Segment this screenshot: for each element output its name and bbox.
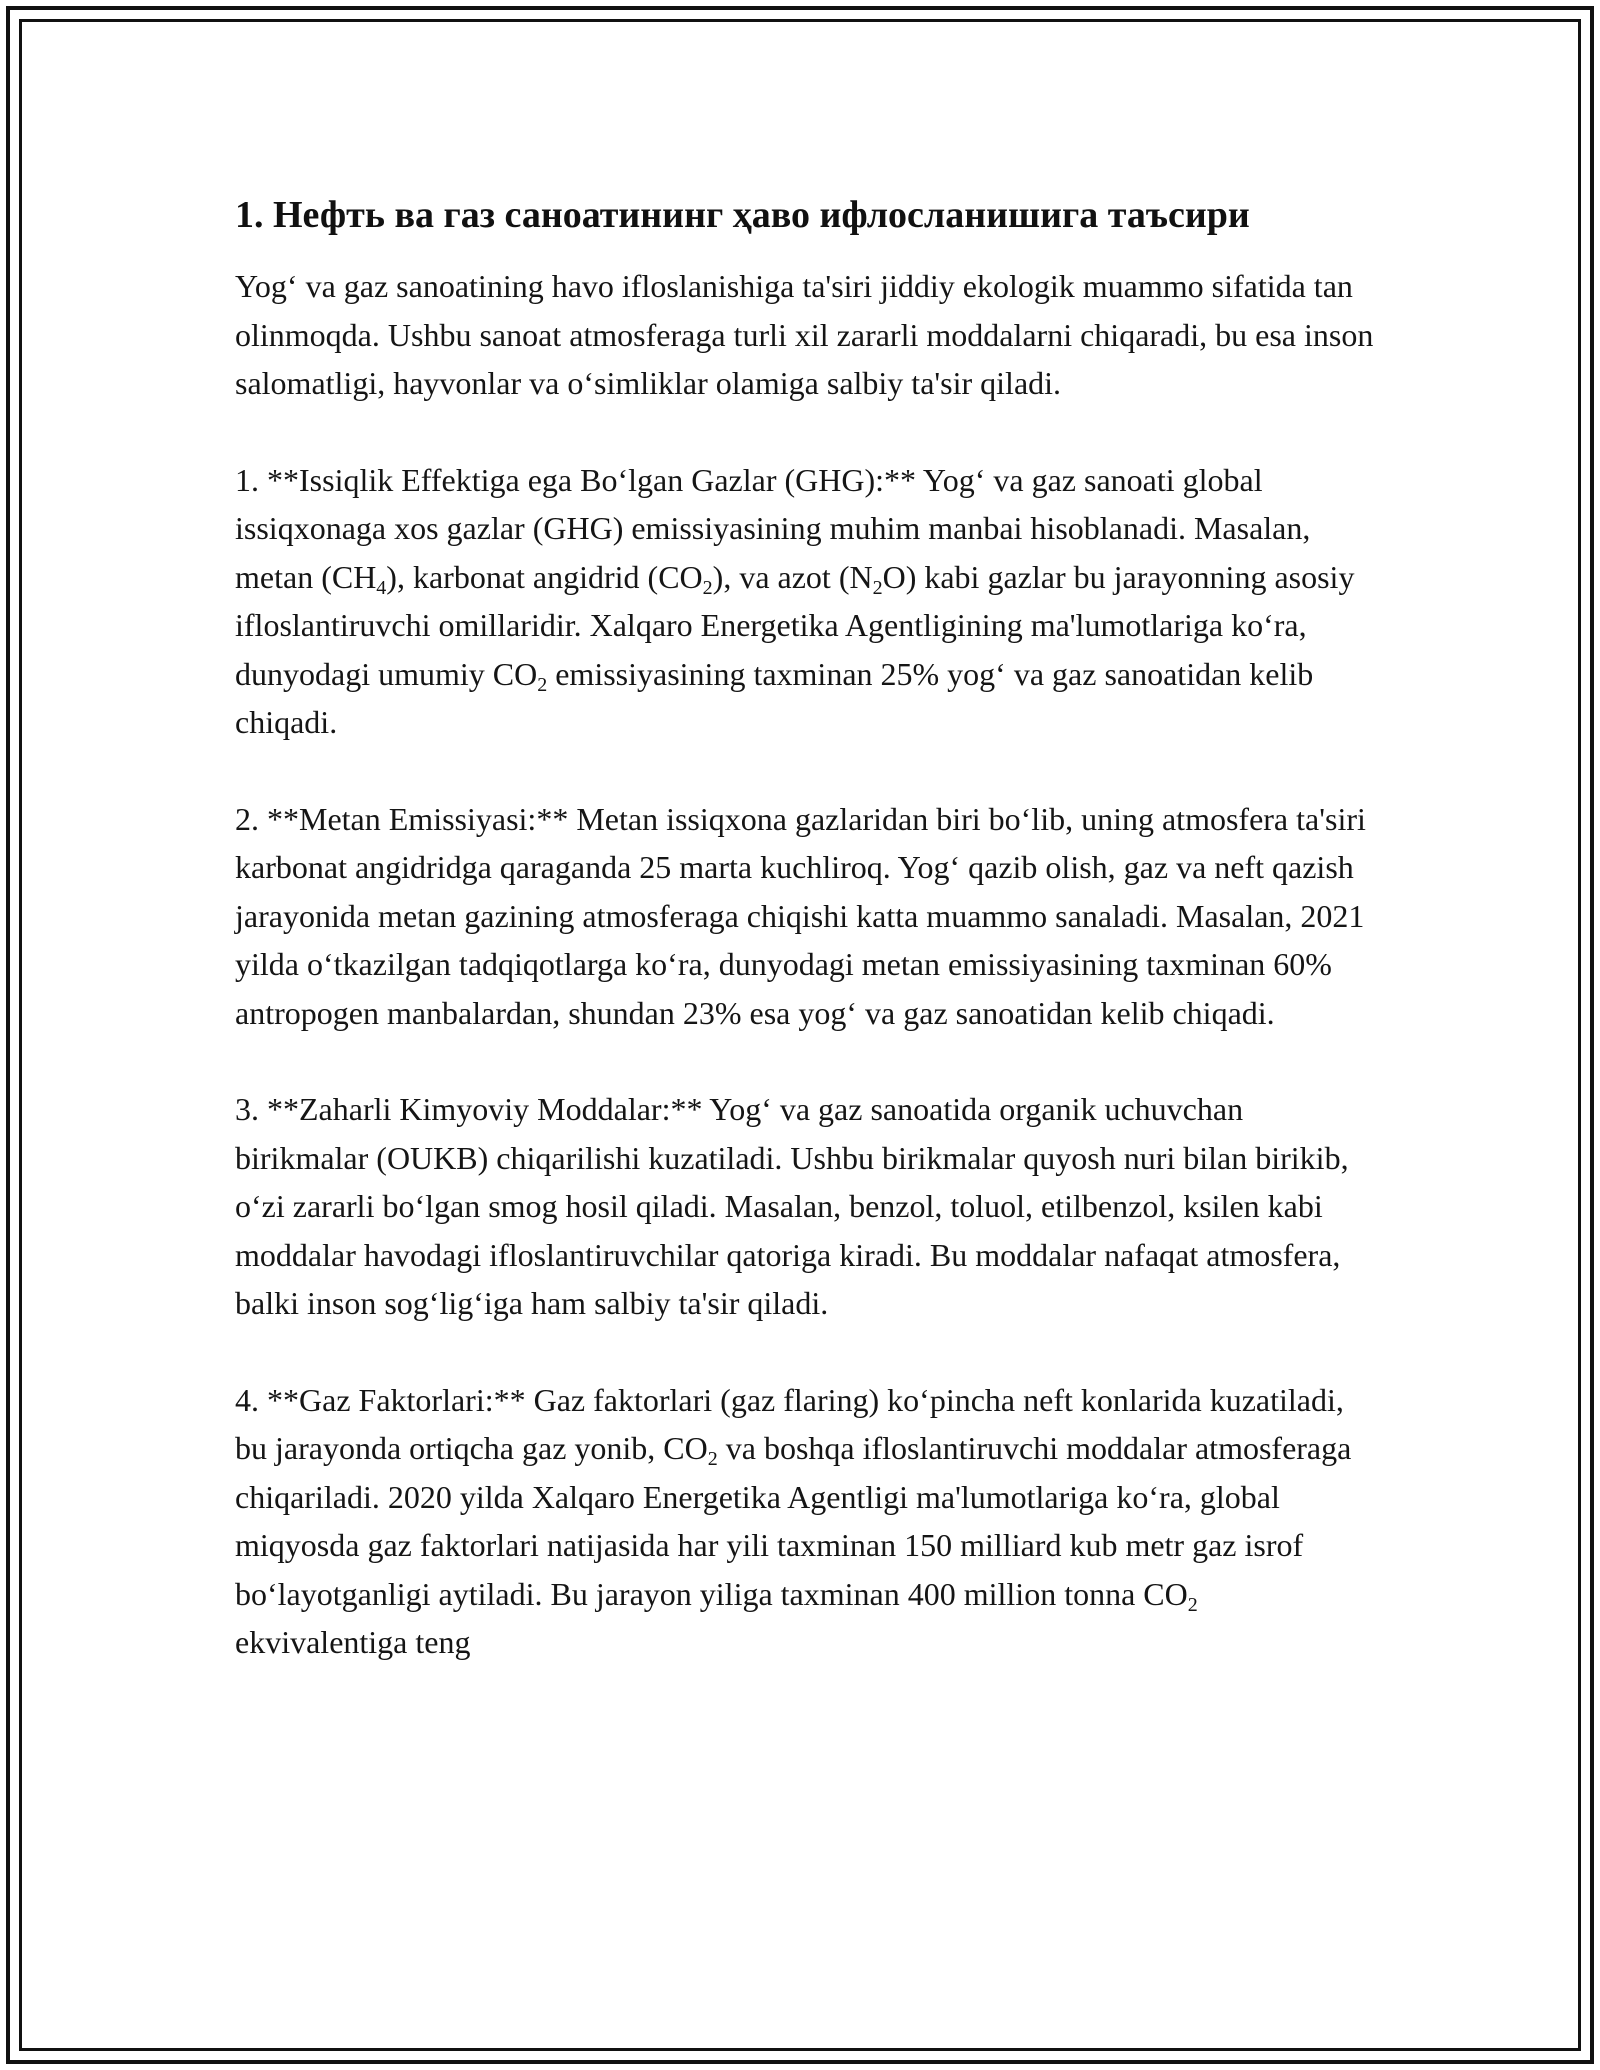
page-title: 1. Нефть ва газ саноатининг ҳаво ифлосланишига таъсири <box>235 194 1250 236</box>
list-item-toxic-chemicals: 3. **Zaharli Kimyoviy Moddalar:** Yog‘ va gaz sanoatida organik uchuvchan birikmalar (OUKB) chiqarilishi kuzatiladi. Ushbu birikmalar quyosh nuri bilan birikib, o‘zi zararli bo‘lgan smog hosil qiladi. Masalan, benzol, toluol, etilbenzol, ksilen kabi moddalar havodagi ifloslantiruvchilar qatoriga kiradi. Bu moddalar nafaqat atmosfera, balki inson sog‘lig‘iga ham salbiy ta'sir qiladi. <box>235 1091 1349 1321</box>
text-segment: ekvivalentiga teng <box>235 1624 471 1660</box>
text-segment: ), va azot (N <box>712 558 873 595</box>
document-body <box>235 186 1375 1715</box>
subscript: 2 <box>702 576 713 599</box>
text-segment: ), karbonat angidrid (CO <box>386 558 703 595</box>
subscript: 2 <box>872 576 883 599</box>
text-segment: va boshqa ifloslantiruvchi moddalar atmosferaga chiqariladi. 2020 yilda Xalqaro Energetika Agentligi ma'lumotlariga ko‘ra, global miqyosda gaz faktorlari natijasida har yili taxminan 150 milliard kub metr gaz isrof bo‘layotganligi aytiladi. Bu jarayon yiliga taxminan 400 million tonna CO <box>235 1430 1352 1612</box>
subscript: 4 <box>376 576 387 599</box>
text-segment: O) kabi gazlar bu jarayonning asosiy ifloslantiruvchi omillaridir. Xalqaro Energetika Agentligining ma'lumotlariga ko‘ra, dunyodagi umumiy CO <box>235 558 1355 692</box>
list-item-gas-flaring <box>235 1376 1375 1667</box>
intro-paragraph: Yog‘ va gaz sanoatining havo ifloslanishiga ta'siri jiddiy ekologik muammo sifatida tan olinmoqda. Ushbu sanoat atmosferaga turli xil zararli moddalarni chiqaradi, bu esa inson salomatligi, hayvonlar va o‘simliklar olamiga salbiy ta'sir qiladi. <box>235 268 1374 401</box>
subscript: 2 <box>1187 1593 1198 1616</box>
subscript: 2 <box>537 673 548 696</box>
text-segment: 1. **Issiqlik Effektiga ega Bo‘lgan Gazlar (GHG):** Yog‘ va gaz sanoati global issiqxonaga xos gazlar (GHG) emissiyasining muhim manbai hisoblanadi. Masalan, metan (CH <box>235 461 1311 595</box>
text-segment: 4. **Gaz Faktorlari:** Gaz faktorlari (gaz flaring) ko‘pincha neft konlarida kuzatiladi, bu jarayonda ortiqcha gaz yonib, CO <box>235 1381 1344 1466</box>
subscript: 2 <box>707 1448 718 1470</box>
list-item-methane-emission: 2. **Metan Emissiyasi:** Metan issiqxona gazlaridan biri bo‘lib, uning atmosfera ta'siri karbonat angidridga qaraganda 25 marta kuchliroq. Yog‘ qazib olish, gaz va neft qazish jarayonida metan gazining atmosferaga chiqishi katta muammo sanaladi. Masalan, 2021 yilda o‘tkazilgan tadqiqotlarga ko‘ra, dunyodagi metan emissiyasining taxminan 60% antropogen manbalardan, shundan 23% esa yog‘ va gaz sanoatidan kelib chiqadi. <box>235 800 1366 1031</box>
list-item-greenhouse-gases <box>235 456 1375 747</box>
text-segment: emissiyasining taxminan 25% yog‘ va gaz sanoatidan kelib chiqadi. <box>235 655 1314 740</box>
